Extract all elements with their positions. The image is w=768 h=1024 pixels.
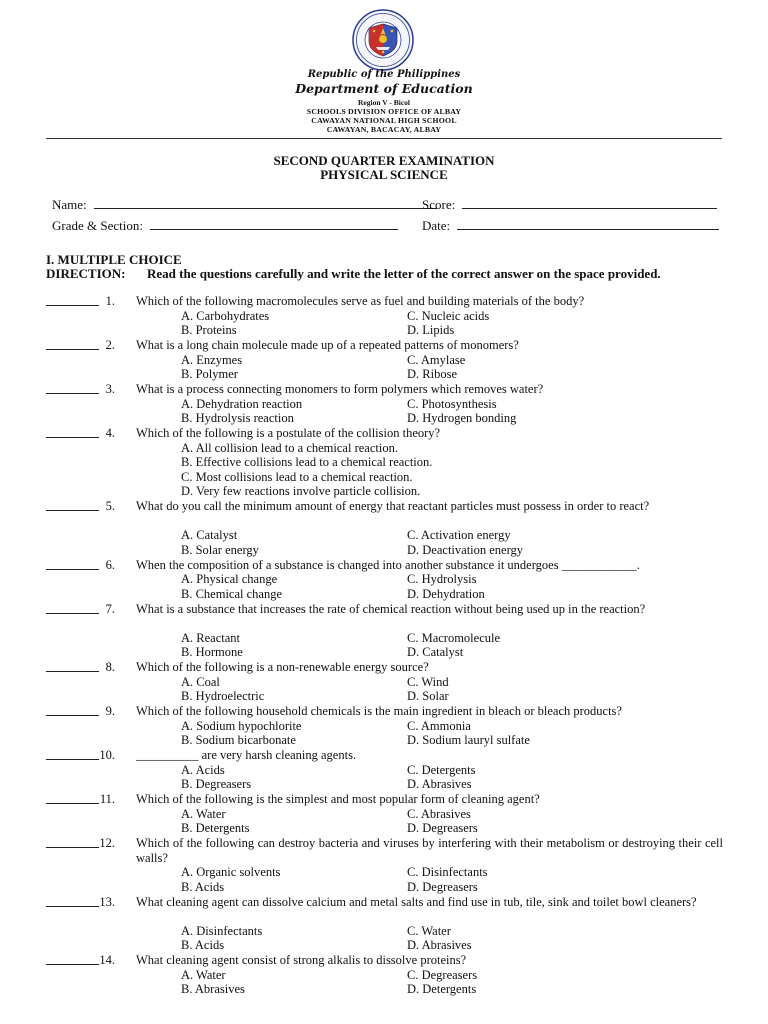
choice-option: D. Very few reactions involve particle collision. [181,484,421,498]
choice-option: B. Sodium bicarbonate [181,733,296,747]
choice-option: B. Hydrolysis reaction [181,411,294,425]
grade-section-line[interactable] [150,219,398,230]
question-stem: When the composition of a substance is changed into another substance it undergoes ____________. [136,557,640,572]
name-field[interactable] [52,198,437,211]
question-stem: What cleaning agent consist of strong alkalis to dissolve proteins? [136,953,467,967]
choice-option: A. Sodium hypochlorite [181,718,302,733]
choice-option: B. Acids [181,938,225,952]
choice-option: C. Wind [407,674,449,689]
deped-seal-logo [352,9,414,71]
choice-option: C. Activation energy [407,528,511,542]
question-number: 2. [105,338,115,352]
choice-option: C. Detergents [407,762,476,777]
answer-blank[interactable] [46,382,99,394]
choice-option: B. Effective collisions lead to a chemical reaction. [181,455,433,469]
name-line[interactable] [94,198,437,209]
department-heading: Department of Education [295,81,473,96]
answer-blank[interactable] [46,660,99,672]
choice-option: D. Abrasives [407,777,472,791]
choice-option: B. Acids [181,879,225,894]
choice-option: C. Water [407,923,451,938]
section-title: I. MULTIPLE CHOICE [46,252,182,267]
question-stem: __________ are very harsh cleaning agents. [136,748,357,762]
region-label: Region V - Bicol [357,98,411,107]
grade-section-field[interactable] [52,219,398,232]
name-label: Name: [52,197,87,212]
answer-blank[interactable] [46,953,99,965]
choice-option: C. Photosynthesis [407,396,497,411]
choice-option: C. Abrasives [407,806,471,821]
question-number: 6. [105,557,115,572]
answer-blank[interactable] [46,294,99,306]
grade-section-label: Grade & Section: [52,218,143,233]
choice-option: A. Acids [181,762,225,777]
question-stem: Which of the following is a non-renewable energy source? [136,660,429,674]
exam-title: SECOND QUARTER EXAMINATION [273,153,495,168]
choice-option: B. Chemical change [181,586,283,601]
choice-option: A. Catalyst [181,528,238,542]
choice-option: D. Abrasives [407,938,472,952]
choice-option: B. Proteins [181,323,237,337]
question-number: 13. [99,894,115,909]
question-stem: What do you call the minimum amount of energy that reactant particles must possess in order to react? [136,499,650,513]
choice-option: D. Lipids [407,323,455,337]
choice-option: C. Macromolecule [407,630,501,645]
question-number: 5. [105,499,115,513]
question-number: 9. [105,704,115,718]
choice-option: A. All collision lead to a chemical reaction. [181,440,398,455]
question-number: 8. [105,660,115,674]
answer-blank[interactable] [46,499,99,511]
choice-option: B. Detergents [181,821,250,835]
question-stem: What is a substance that increases the rate of chemical reaction without being used up in the reaction? [136,601,646,616]
address-label: CAWAYAN, BACACAY, ALBAY [326,125,442,134]
question-stem: Which of the following macromolecules serve as fuel and building materials of the body? [136,294,585,308]
choice-option: A. Dehydration reaction [181,396,303,411]
choice-option: C. Degreasers [407,967,478,982]
division-label: SCHOOLS DIVISION OFFICE OF ALBAY [306,107,462,116]
question-number: 11. [99,792,115,806]
republic-heading: Republic of the Philippines [307,69,461,80]
choice-option: D. Dehydration [407,586,485,601]
choice-option: C. Most collisions lead to a chemical reaction. [181,469,413,484]
choice-option: A. Organic solvents [181,865,281,879]
choice-option: D. Solar [407,689,449,703]
question-number: 7. [105,601,115,616]
choice-option: C. Ammonia [407,718,471,733]
choice-option: A. Water [181,967,226,982]
question-number: 10. [99,748,115,762]
choice-option: D. Degreasers [407,821,478,835]
choice-option: B. Hydroelectric [181,689,265,703]
choice-option: A. Enzymes [181,352,243,367]
choice-option: A. Water [181,806,226,821]
choice-option: B. Solar energy [181,542,259,557]
choice-option: A. Reactant [181,630,241,645]
choice-option: C. Hydrolysis [407,572,477,586]
choice-option: A. Physical change [181,572,278,586]
choice-option: D. Ribose [407,367,457,381]
question-stem: Which of the following can destroy bacteria and viruses by interfering with their metabolism or destroying their cell walls? [136,836,723,865]
choice-option: A. Disinfectants [181,923,263,938]
choice-option: D. Deactivation energy [407,542,524,557]
choice-option: A. Carbohydrates [181,308,270,323]
choice-option: D. Hydrogen bonding [407,411,517,425]
question-stem: What is a long chain molecule made up of a repeated patterns of monomers? [136,338,519,352]
question-number: 12. [99,836,115,850]
answer-blank[interactable] [46,748,99,760]
question-number: 1. [105,294,115,308]
date-line[interactable] [457,219,719,230]
choice-option: D. Degreasers [407,879,478,894]
answer-blank[interactable] [46,704,99,716]
choice-option: D. Catalyst [407,645,464,659]
school-label: CAWAYAN NATIONAL HIGH SCHOOL [311,116,457,125]
direction-text: Read the questions carefully and write the letter of the correct answer on the space provided. [147,266,661,281]
score-label: Score: [422,197,456,212]
choice-option: B. Abrasives [181,982,245,996]
header-divider [46,138,722,139]
choice-option: C. Nucleic acids [407,308,490,323]
choice-option: B. Polymer [181,367,238,381]
answer-blank[interactable] [46,602,99,614]
date-field[interactable] [422,219,719,232]
question-stem: Which of the following is a postulate of the collision theory? [136,426,441,440]
answer-blank[interactable] [46,338,99,350]
answer-blank[interactable] [46,426,99,438]
score-field[interactable] [422,198,717,211]
exam-subject: PHYSICAL SCIENCE [320,167,448,182]
choice-option: B. Hormone [181,645,243,659]
question-number: 14. [99,953,115,967]
choice-option: A. Coal [181,674,220,689]
date-label: Date: [422,218,451,233]
choice-option: D. Sodium lauryl sulfate [407,733,530,747]
answer-blank[interactable] [46,558,99,570]
question-stem: Which of the following household chemicals is the main ingredient in bleach or bleach products? [136,704,622,718]
question-stem: What is a process connecting monomers to form polymers which removes water? [136,382,544,396]
score-line[interactable] [462,198,717,209]
choice-option: D. Detergents [407,982,477,996]
question-number: 4. [105,426,115,440]
choice-option: B. Degreasers [181,777,252,791]
answer-blank[interactable] [46,836,99,848]
choice-option: C. Disinfectants [407,865,488,879]
answer-blank[interactable] [46,792,99,804]
answer-blank[interactable] [46,895,99,907]
choice-option: C. Amylase [407,352,466,367]
direction-label: DIRECTION: [46,266,126,281]
question-stem: Which of the following is the simplest and most popular form of cleaning agent? [136,792,540,806]
question-stem: What cleaning agent can dissolve calcium and metal salts and find use in tub, tile, sink and toilet bowl cleaners? [136,894,697,909]
question-number: 3. [105,382,115,396]
direction-line [46,267,661,280]
